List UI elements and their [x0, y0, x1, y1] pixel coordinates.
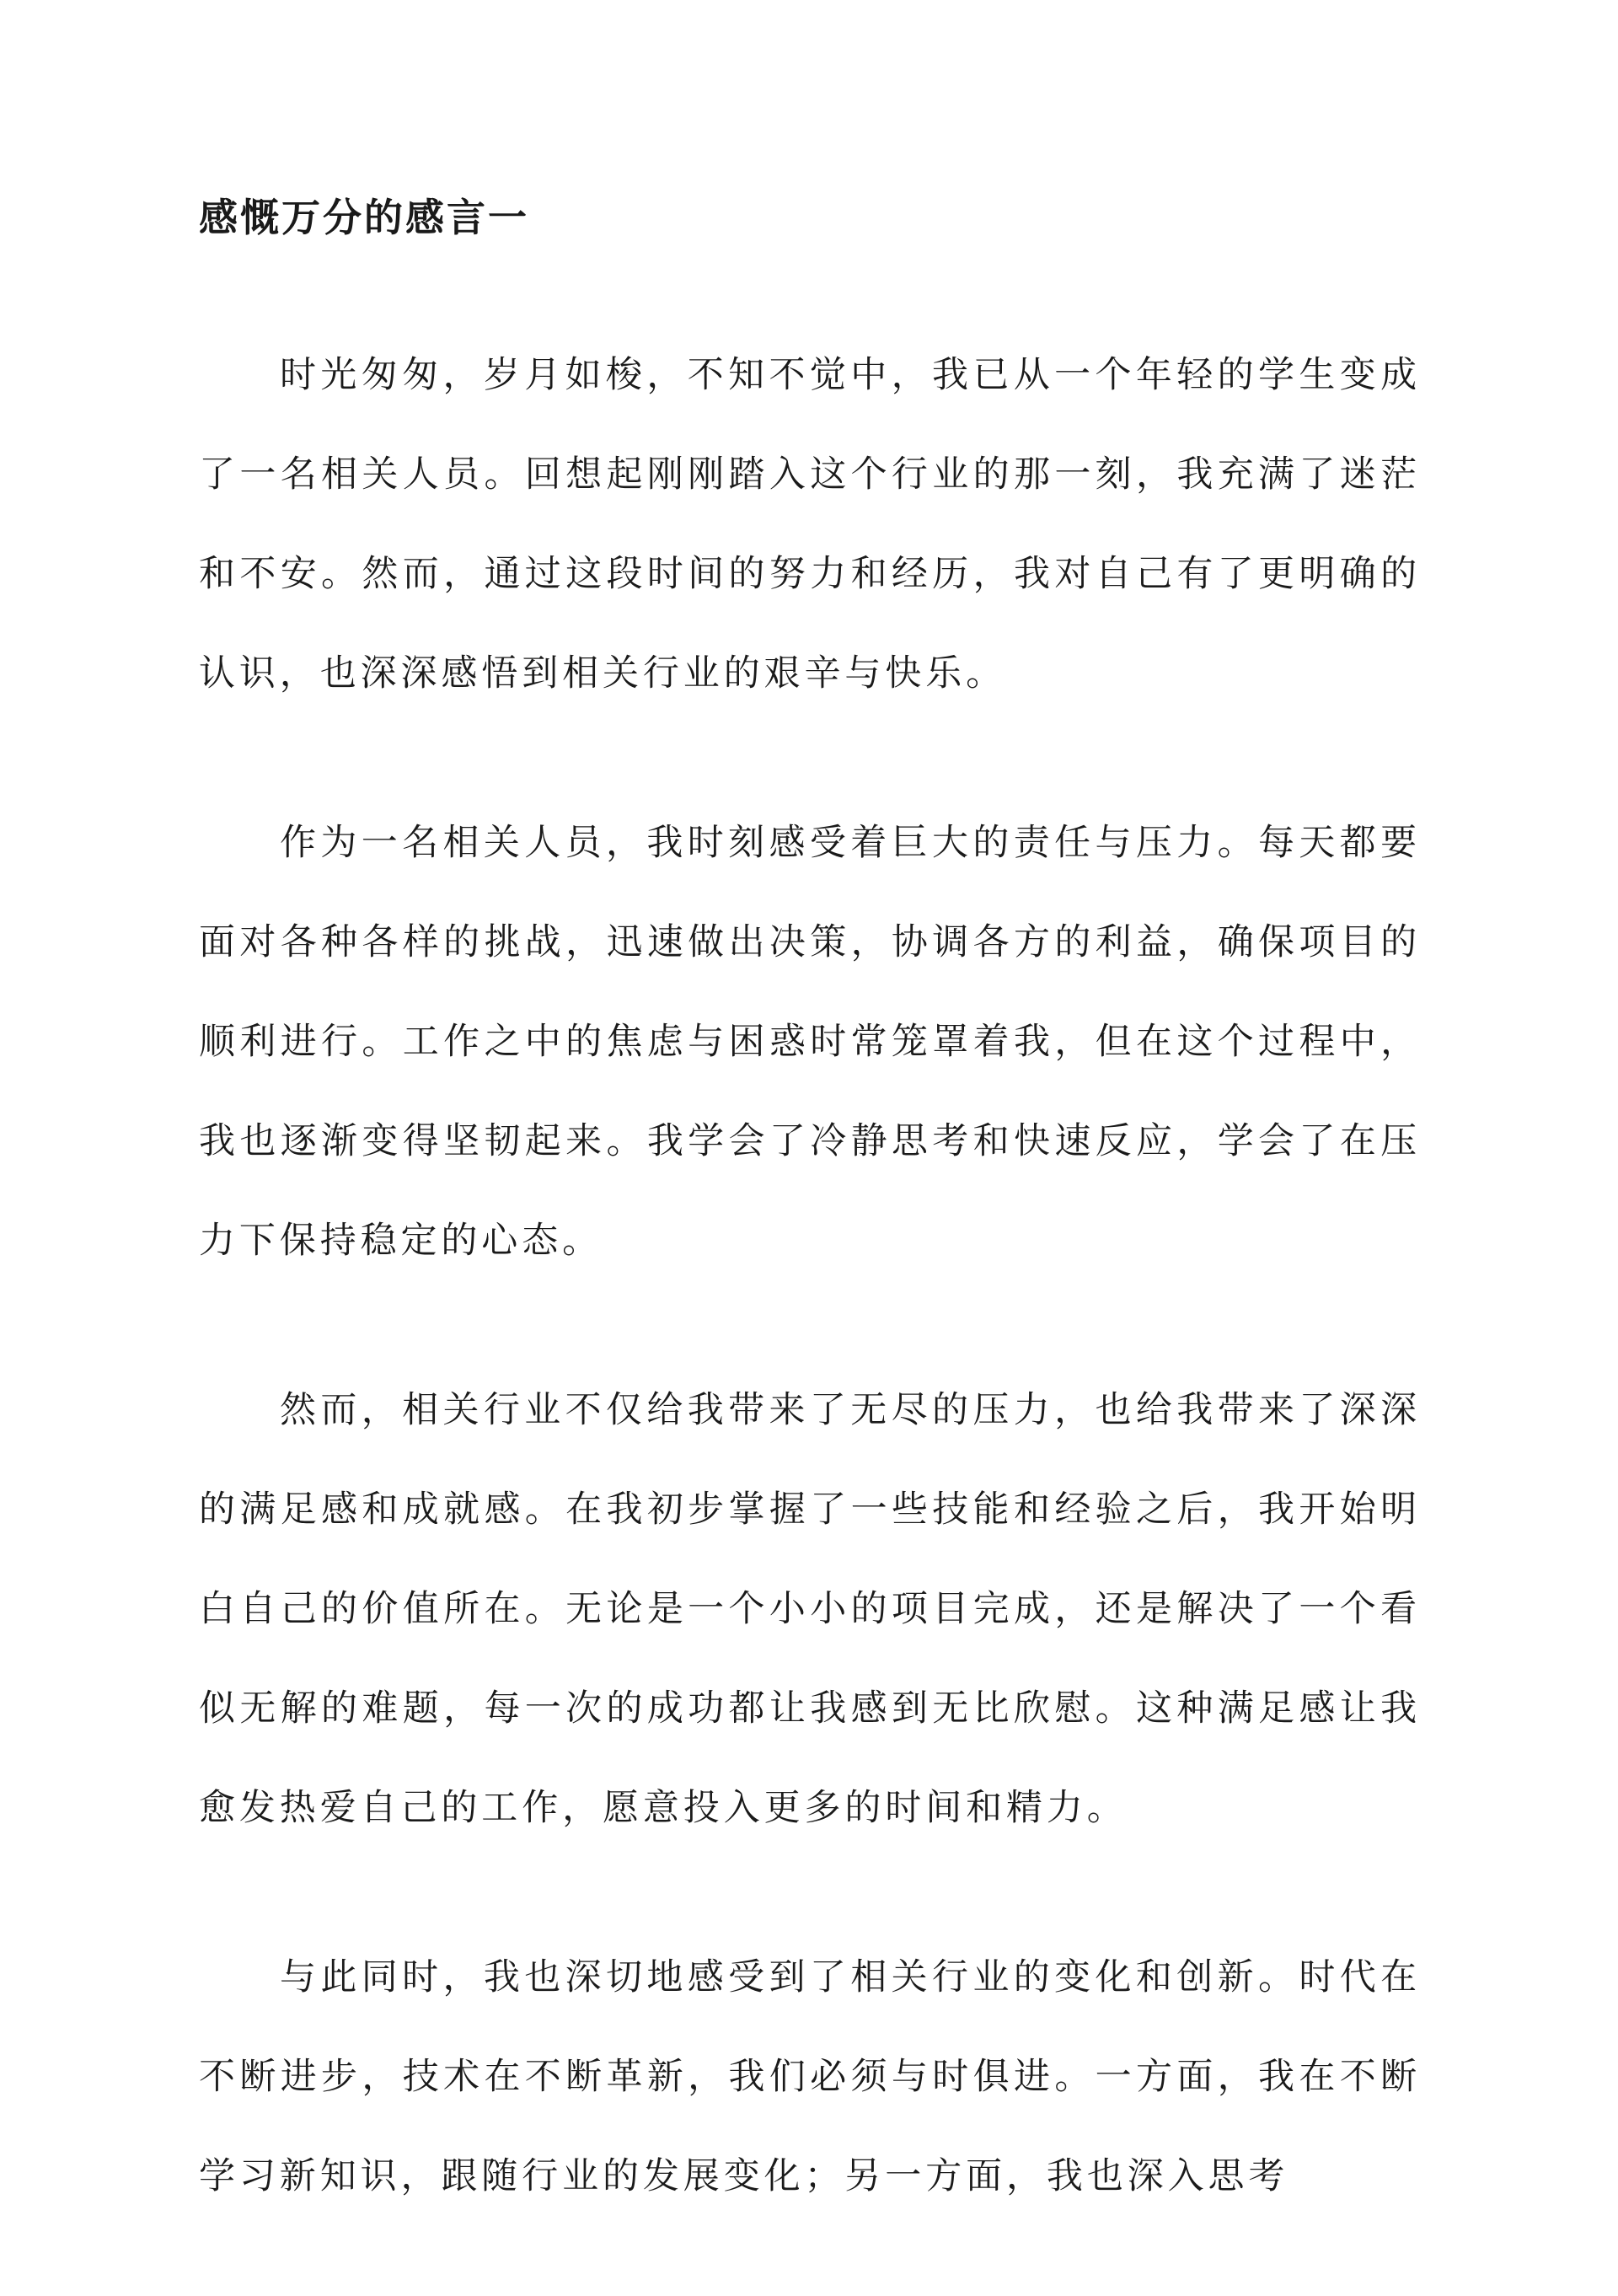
paragraph-4: 与此同时，我也深切地感受到了相关行业的变化和创新。时代在不断进步，技术在不断革新，我们必须与时俱进。一方面，我在不断学习新知识，跟随行业的发展变化；另一方面，我也深入思考 [199, 1956, 1421, 2197]
document-body [199, 325, 1421, 2296]
document-title: 感慨万分的感言一 [199, 195, 529, 240]
paragraph-2: 作为一名相关人员，我时刻感受着巨大的责任与压力。每天都要面对各种各样的挑战，迅速做出决策，协调各方的利益，确保项目的顺利进行。工作之中的焦虑与困惑时常笼罩着我，但在这个过程中，我也逐渐变得坚韧起来。我学会了冷静思考和快速反应，学会了在压力下保持稳定的心态。 [199, 822, 1421, 1262]
paragraph-1: 时光匆匆，岁月如梭，不知不觉中，我已从一个年轻的学生变成了一名相关人员。回想起刚刚踏入这个行业的那一刻，我充满了迷茫和不安。然而，通过这段时间的努力和经历，我对自己有了更明确的认识，也深深感悟到相关行业的艰辛与快乐。 [199, 354, 1421, 695]
paragraph-3: 然而，相关行业不仅给我带来了无尽的压力，也给我带来了深深的满足感和成就感。在我初步掌握了一些技能和经验之后，我开始明白自己的价值所在。无论是一个小小的项目完成，还是解决了一个看似无解的难题，每一次的成功都让我感到无比欣慰。这种满足感让我愈发热爱自己的工作，愿意投入更多的时间和精力。 [199, 1389, 1421, 1829]
